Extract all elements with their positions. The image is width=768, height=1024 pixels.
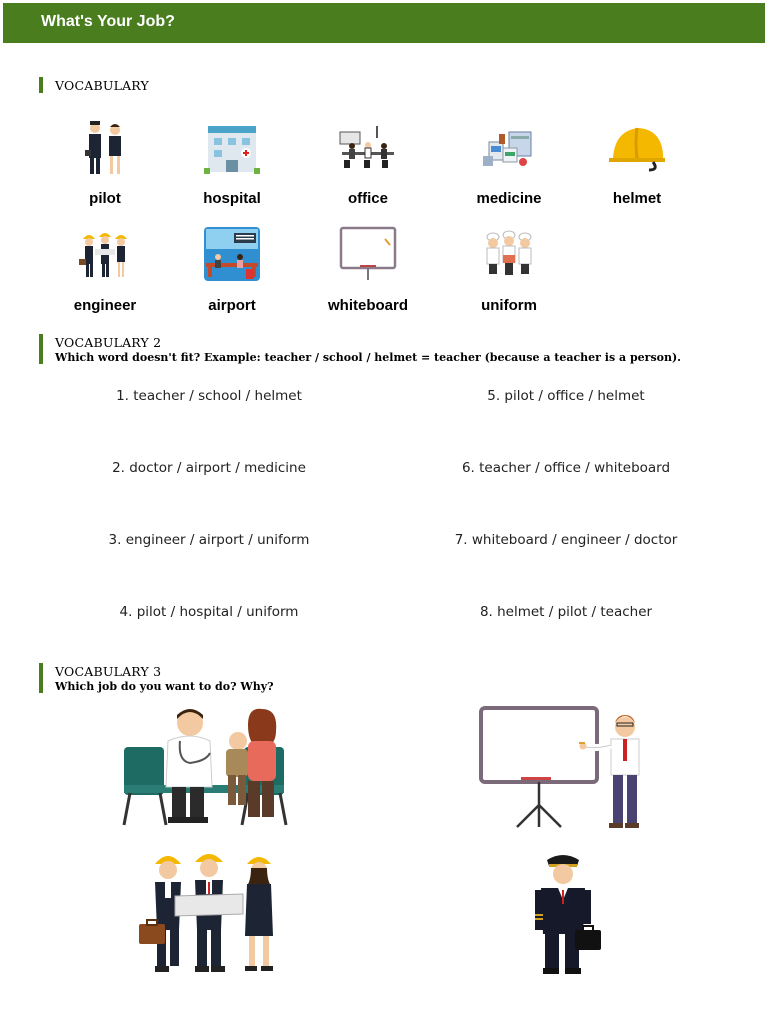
vocab-item-hospital bbox=[167, 118, 297, 208]
question-3: 3. engineer / airport / uniform bbox=[108, 532, 310, 548]
pilot-icon bbox=[525, 850, 605, 975]
engineers-icon bbox=[75, 225, 135, 285]
question-1: 1. teacher / school / helmet bbox=[116, 388, 302, 404]
teacher-icon bbox=[477, 705, 657, 830]
vocab-item-uniform bbox=[444, 225, 574, 315]
vocab-word: medicine bbox=[476, 190, 542, 207]
office-icon bbox=[338, 118, 398, 178]
question-2: 2. doctor / airport / medicine bbox=[112, 460, 306, 476]
question-6: 6. teacher / office / whiteboard bbox=[461, 460, 671, 476]
whiteboard-icon bbox=[338, 225, 398, 285]
section-marker bbox=[39, 77, 43, 93]
vocab-word: airport bbox=[208, 297, 256, 314]
vocab-word: engineer bbox=[73, 297, 137, 314]
section-instruction: Which word doesn't fit? Example: teacher / school / helmet = teacher (because a teacher is a person). bbox=[55, 351, 682, 364]
pilots-icon bbox=[75, 118, 135, 178]
header-banner bbox=[3, 3, 765, 43]
vocab-word: whiteboard bbox=[327, 297, 408, 314]
doctor-icon bbox=[120, 705, 290, 830]
question-7: 7. whiteboard / engineer / doctor bbox=[454, 532, 678, 548]
hospital-icon bbox=[202, 118, 262, 178]
question-4: 4. pilot / hospital / uniform bbox=[119, 604, 299, 620]
section-title-vocabulary-2: VOCABULARY 2 bbox=[55, 335, 162, 350]
vocab-item-medicine bbox=[444, 118, 574, 208]
section-title-vocabulary-3: VOCABULARY 3 bbox=[55, 664, 162, 679]
question-5: 5. pilot / office / helmet bbox=[487, 388, 645, 404]
section-title-vocabulary: VOCABULARY bbox=[55, 78, 149, 93]
vocab-word: helmet bbox=[612, 190, 662, 207]
medicine-icon bbox=[479, 118, 539, 178]
vocab-word: pilot bbox=[89, 190, 121, 207]
vocab-word: hospital bbox=[203, 190, 261, 207]
vocab-word: office bbox=[347, 190, 388, 207]
question-8: 8. helmet / pilot / teacher bbox=[479, 604, 653, 620]
uniform-icon bbox=[479, 225, 539, 285]
page-title: What's Your Job? bbox=[41, 13, 175, 30]
vocab-item-helmet bbox=[572, 118, 702, 208]
vocab-item-airport bbox=[167, 225, 297, 315]
section-prompt: Which job do you want to do? Why? bbox=[55, 680, 274, 693]
engineers-icon bbox=[135, 850, 280, 975]
airport-icon bbox=[202, 225, 262, 285]
helmet-icon bbox=[607, 118, 667, 178]
vocab-word: uniform bbox=[481, 297, 537, 314]
vocab-item-engineer bbox=[40, 225, 170, 315]
section-marker bbox=[39, 663, 43, 693]
vocab-item-whiteboard bbox=[303, 225, 433, 315]
vocab-item-office bbox=[303, 118, 433, 208]
section-marker bbox=[39, 334, 43, 364]
vocab-item-pilot bbox=[40, 118, 170, 208]
